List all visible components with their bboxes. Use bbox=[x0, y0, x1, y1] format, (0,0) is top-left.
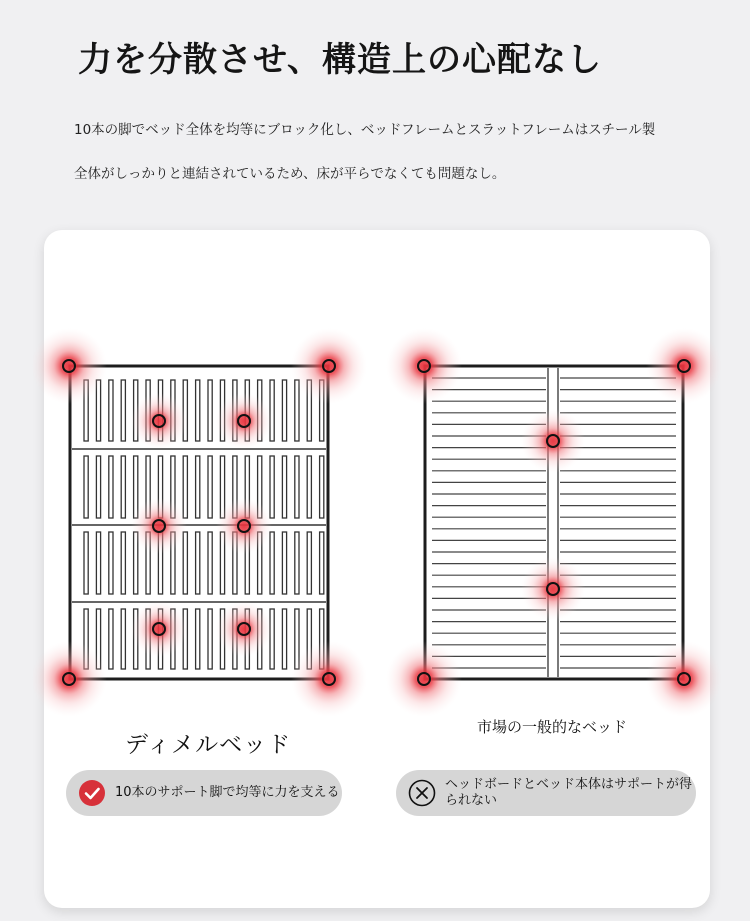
support-point-r1 bbox=[386, 328, 462, 404]
right-bed-label: 市場の一般的なベッド bbox=[477, 718, 628, 736]
support-point-l9 bbox=[131, 601, 187, 657]
support-point-l6 bbox=[216, 393, 272, 449]
support-point-r6 bbox=[521, 557, 585, 621]
support-point-r3 bbox=[386, 641, 462, 717]
left-bed-diagram bbox=[70, 366, 328, 679]
cross-circle-icon bbox=[408, 779, 436, 807]
support-point-l2 bbox=[291, 328, 367, 404]
support-point-l3 bbox=[31, 641, 107, 717]
description-line-1: 10本の脚でベッド全体を均等にブロック化し、ベッドフレームとスラットフレームはスチール製 bbox=[74, 122, 656, 138]
support-point-l7 bbox=[131, 498, 187, 554]
support-point-l4 bbox=[291, 641, 367, 717]
support-point-l10 bbox=[216, 601, 272, 657]
left-bed-label: ディメルベッド bbox=[125, 732, 292, 758]
support-point-r5 bbox=[521, 409, 585, 473]
support-point-r4 bbox=[646, 641, 722, 717]
check-circle-icon bbox=[78, 779, 106, 807]
right-note-text: ヘッドボードとベッド本体はサポートが得られない bbox=[445, 777, 693, 808]
page-title: 力を分散させ、構造上の心配なし bbox=[78, 40, 602, 80]
support-point-l5 bbox=[131, 393, 187, 449]
description-line-2: 全体がしっかりと連結されているため、床が平らでなくても問題なし。 bbox=[74, 166, 506, 182]
support-point-r2 bbox=[646, 328, 722, 404]
support-point-l1 bbox=[31, 328, 107, 404]
left-note-pill bbox=[66, 770, 342, 816]
support-point-l8 bbox=[216, 498, 272, 554]
left-note-text: 10本のサポート脚で均等に力を支える bbox=[115, 785, 340, 800]
right-note-pill bbox=[396, 770, 696, 816]
